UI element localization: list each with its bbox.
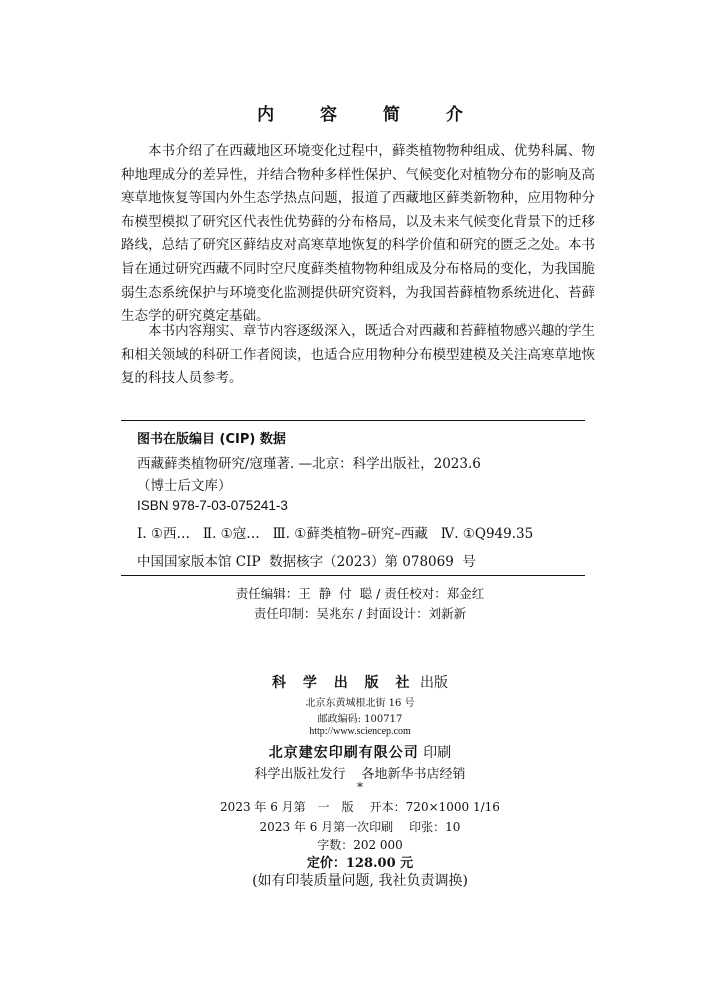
cip-series-line: （博士后文库） <box>137 478 232 494</box>
first-printing: 2023 年 6 月第一次印刷 <box>259 820 394 834</box>
cip-title-line: 西藏藓类植物研究/寇瑾著. —北京：科学出版社，2023.6 <box>137 456 481 472</box>
printer-line <box>0 742 720 762</box>
cip-top-rule <box>121 420 585 421</box>
publisher-line <box>0 672 720 692</box>
printer-suffix: 印刷 <box>418 745 452 761</box>
price: 定价：128.00 元 <box>306 856 414 871</box>
publisher-postcode: 邮政编码: 100717 <box>317 714 403 725</box>
page-title: 内 容 简 介 <box>257 105 483 125</box>
cip-heading: 图书在版编目 (CIP) 数据 <box>137 432 286 447</box>
cip-classification: Ⅰ. ①西… Ⅱ. ①寇… Ⅲ. ①藓类植物–研究–西藏 Ⅳ. ①Q949.35 <box>137 526 534 542</box>
publisher-suffix: 出版 <box>415 675 448 691</box>
printer-name: 北京建宏印刷有限公司 <box>268 745 419 761</box>
publisher-name: 科 学 出 版 社 <box>272 675 416 691</box>
first-edition: 2023 年 6 月第 一 版 <box>220 800 354 814</box>
word-count: 字数：202 000 <box>317 838 403 852</box>
cip-isbn: ISBN 978-7-03-075241-3 <box>137 498 288 513</box>
publisher-address: 北京东黄城根北街 16 号 <box>305 698 415 709</box>
staff-editors: 责任编辑：王 静 付 聪 / 责任校对：郑金红 <box>235 586 485 601</box>
issuer: 科学出版社发行 <box>254 767 346 782</box>
publisher-url: http://www.sciencep.com <box>309 726 411 737</box>
intro-paragraph-1: 本书介绍了在西藏地区环境变化过程中，藓类植物物种组成、优势科属、物种地理成分的差异性，并结合物种多样性保护、气候变化对植物分布的影响及高寒草地恢复等国内外生态学热点问题，报道了西藏地区藓类新物种，应用物种分布模型模拟了研究区代表性优势藓的分布格局，以及未来气候变化背景下的迁移路线，总结了研究区藓结皮对高寒草地恢复的科学价值和研究的匮乏之处。本书旨在通过研究西藏不同时空尺度藓类植物物种组成及分布格局的变化，为我国脆弱生态系统保护与环境变化监测提供研究资料，为我国苔藓植物系统进化、苔藓生态学的研究奠定基础。 <box>121 143 595 325</box>
cip-record-number: 中国国家版本馆 CIP 数据核字（2023）第 078069 号 <box>137 554 476 570</box>
book-format: 开本：720×1000 1/16 <box>369 800 500 814</box>
quality-notice: (如有印装质量问题, 我社负责调换) <box>252 873 468 889</box>
cip-bottom-rule <box>121 575 585 576</box>
edition-line <box>0 798 720 815</box>
printed-sheets: 印张：10 <box>409 820 461 834</box>
printing-line <box>0 818 720 835</box>
staff-production: 责任印制：吴兆东 / 封面设计：刘新新 <box>253 606 467 621</box>
seller: 各地新华书店经销 <box>361 767 466 782</box>
separator-star: * <box>357 780 363 794</box>
intro-paragraph-2: 本书内容翔实、章节内容逐级深入，既适合对西藏和苔藓植物感兴趣的学生和相关领域的科研工作者阅读，也适合应用物种分布模型建模及关注高寒草地恢复的科技人员参考。 <box>121 323 595 387</box>
